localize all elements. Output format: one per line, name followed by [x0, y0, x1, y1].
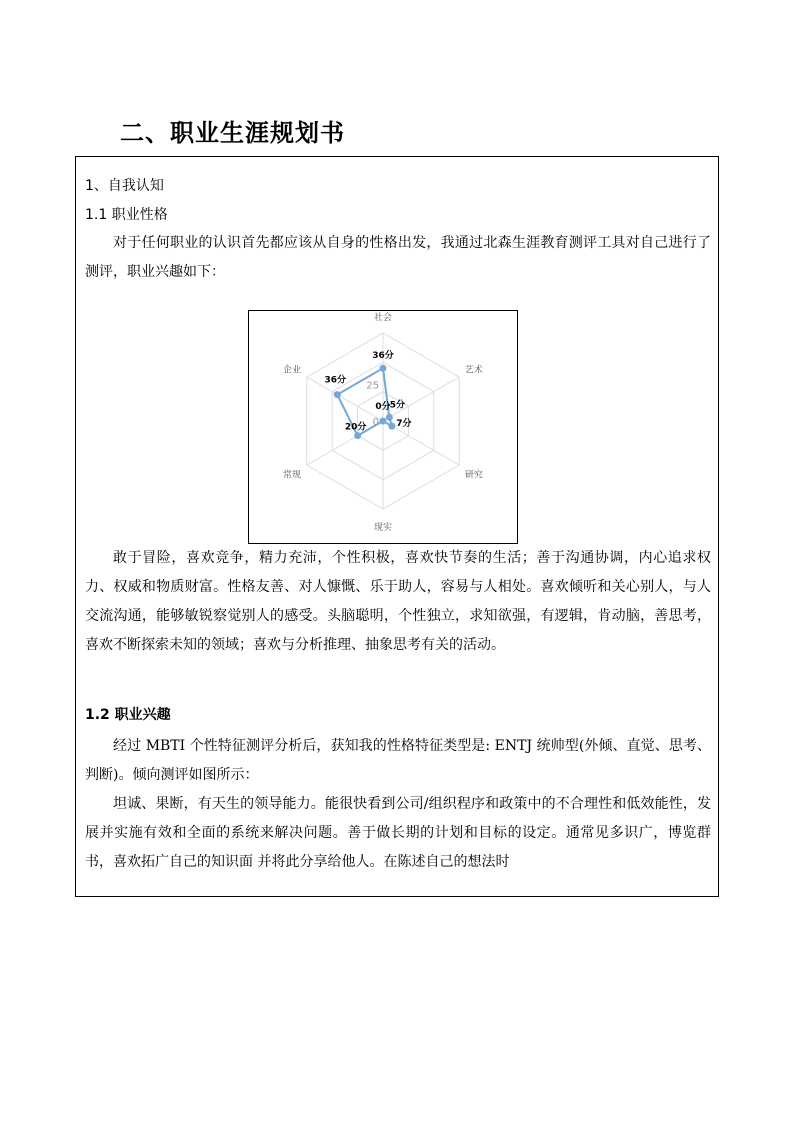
radar-category-label: 研究 [464, 470, 483, 481]
radar-category-label: 艺术 [464, 365, 483, 376]
radar-value-label: 20分 [344, 422, 367, 433]
radar-data-point [380, 418, 387, 425]
radar-category-label: 企业 [283, 365, 302, 376]
radar-category-label: 社会 [373, 313, 393, 323]
subheading-career-interest: 1.2 职业兴趣 [85, 707, 171, 723]
radar-value-label: 0分 [375, 402, 391, 412]
radar-tick-label: 0 [372, 417, 379, 428]
paragraph-mbti-result: 经过 MBTI 个性特征测评分析后，获知我的性格特征类型是: ENTJ 统帅型(外倾、直觉、思考、判断)。倾向测评如图所示： [85, 738, 711, 783]
subheading-career-personality: 1.1 职业性格 [85, 207, 168, 223]
radar-data-point [334, 391, 341, 398]
radar-chart [248, 310, 518, 544]
radar-value-label: 7分 [396, 419, 412, 430]
radar-category-label: 现实 [373, 523, 393, 533]
radar-tick-label: 25 [366, 380, 379, 392]
paragraph-entj-description: 坦诚、果断，有天生的领导能力。能很快看到公司/组织程序和政策中的不合理性和低效能性，发展并实施有效和全面的系统来解决问题。善于做长期的计划和目标的设定。通常见多识广，博览群书，喜欢拓广自己的知识面 并将此分享给他人。在陈述自己的想法时 [85, 796, 711, 870]
paragraph-personality-description: 敢于冒险，喜欢竞争，精力充沛，个性积极，喜欢快节奏的生活；善于沟通协调，内心追求权力、权威和物质财富。性格友善、对人慷慨、乐于助人，容易与人相处。喜欢倾听和关心别人，与人交流沟通，能够敏锐察觉别人的感受。头脑聪明，个性独立，求知欲强，有逻辑，肯动脑，善思考，喜欢不断探索未知的领域；喜欢与分析推理、抽象思考有关的活动。 [85, 550, 711, 653]
radar-spoke-2 [383, 377, 459, 421]
paragraph-intro: 对于任何职业的认识首先都应该从自身的性格出发，我通过北森生涯教育测评工具对自己进行了测评，职业兴趣如下： [85, 235, 711, 280]
radar-data-point [388, 423, 395, 430]
radar-data-point [354, 432, 361, 439]
radar-value-label: 5分 [389, 400, 405, 411]
radar-value-label: 36分 [324, 375, 347, 386]
radar-chart-svg [249, 311, 517, 543]
content-box [75, 156, 719, 897]
radar-data-point [386, 414, 393, 421]
radar-value-label: 36分 [372, 351, 394, 362]
section-heading-self-awareness: 1、自我认知 [85, 178, 164, 194]
radar-category-label: 常规 [283, 470, 302, 481]
radar-data-point [380, 365, 387, 372]
page-title: 二、职业生涯规划书 [120, 119, 345, 147]
